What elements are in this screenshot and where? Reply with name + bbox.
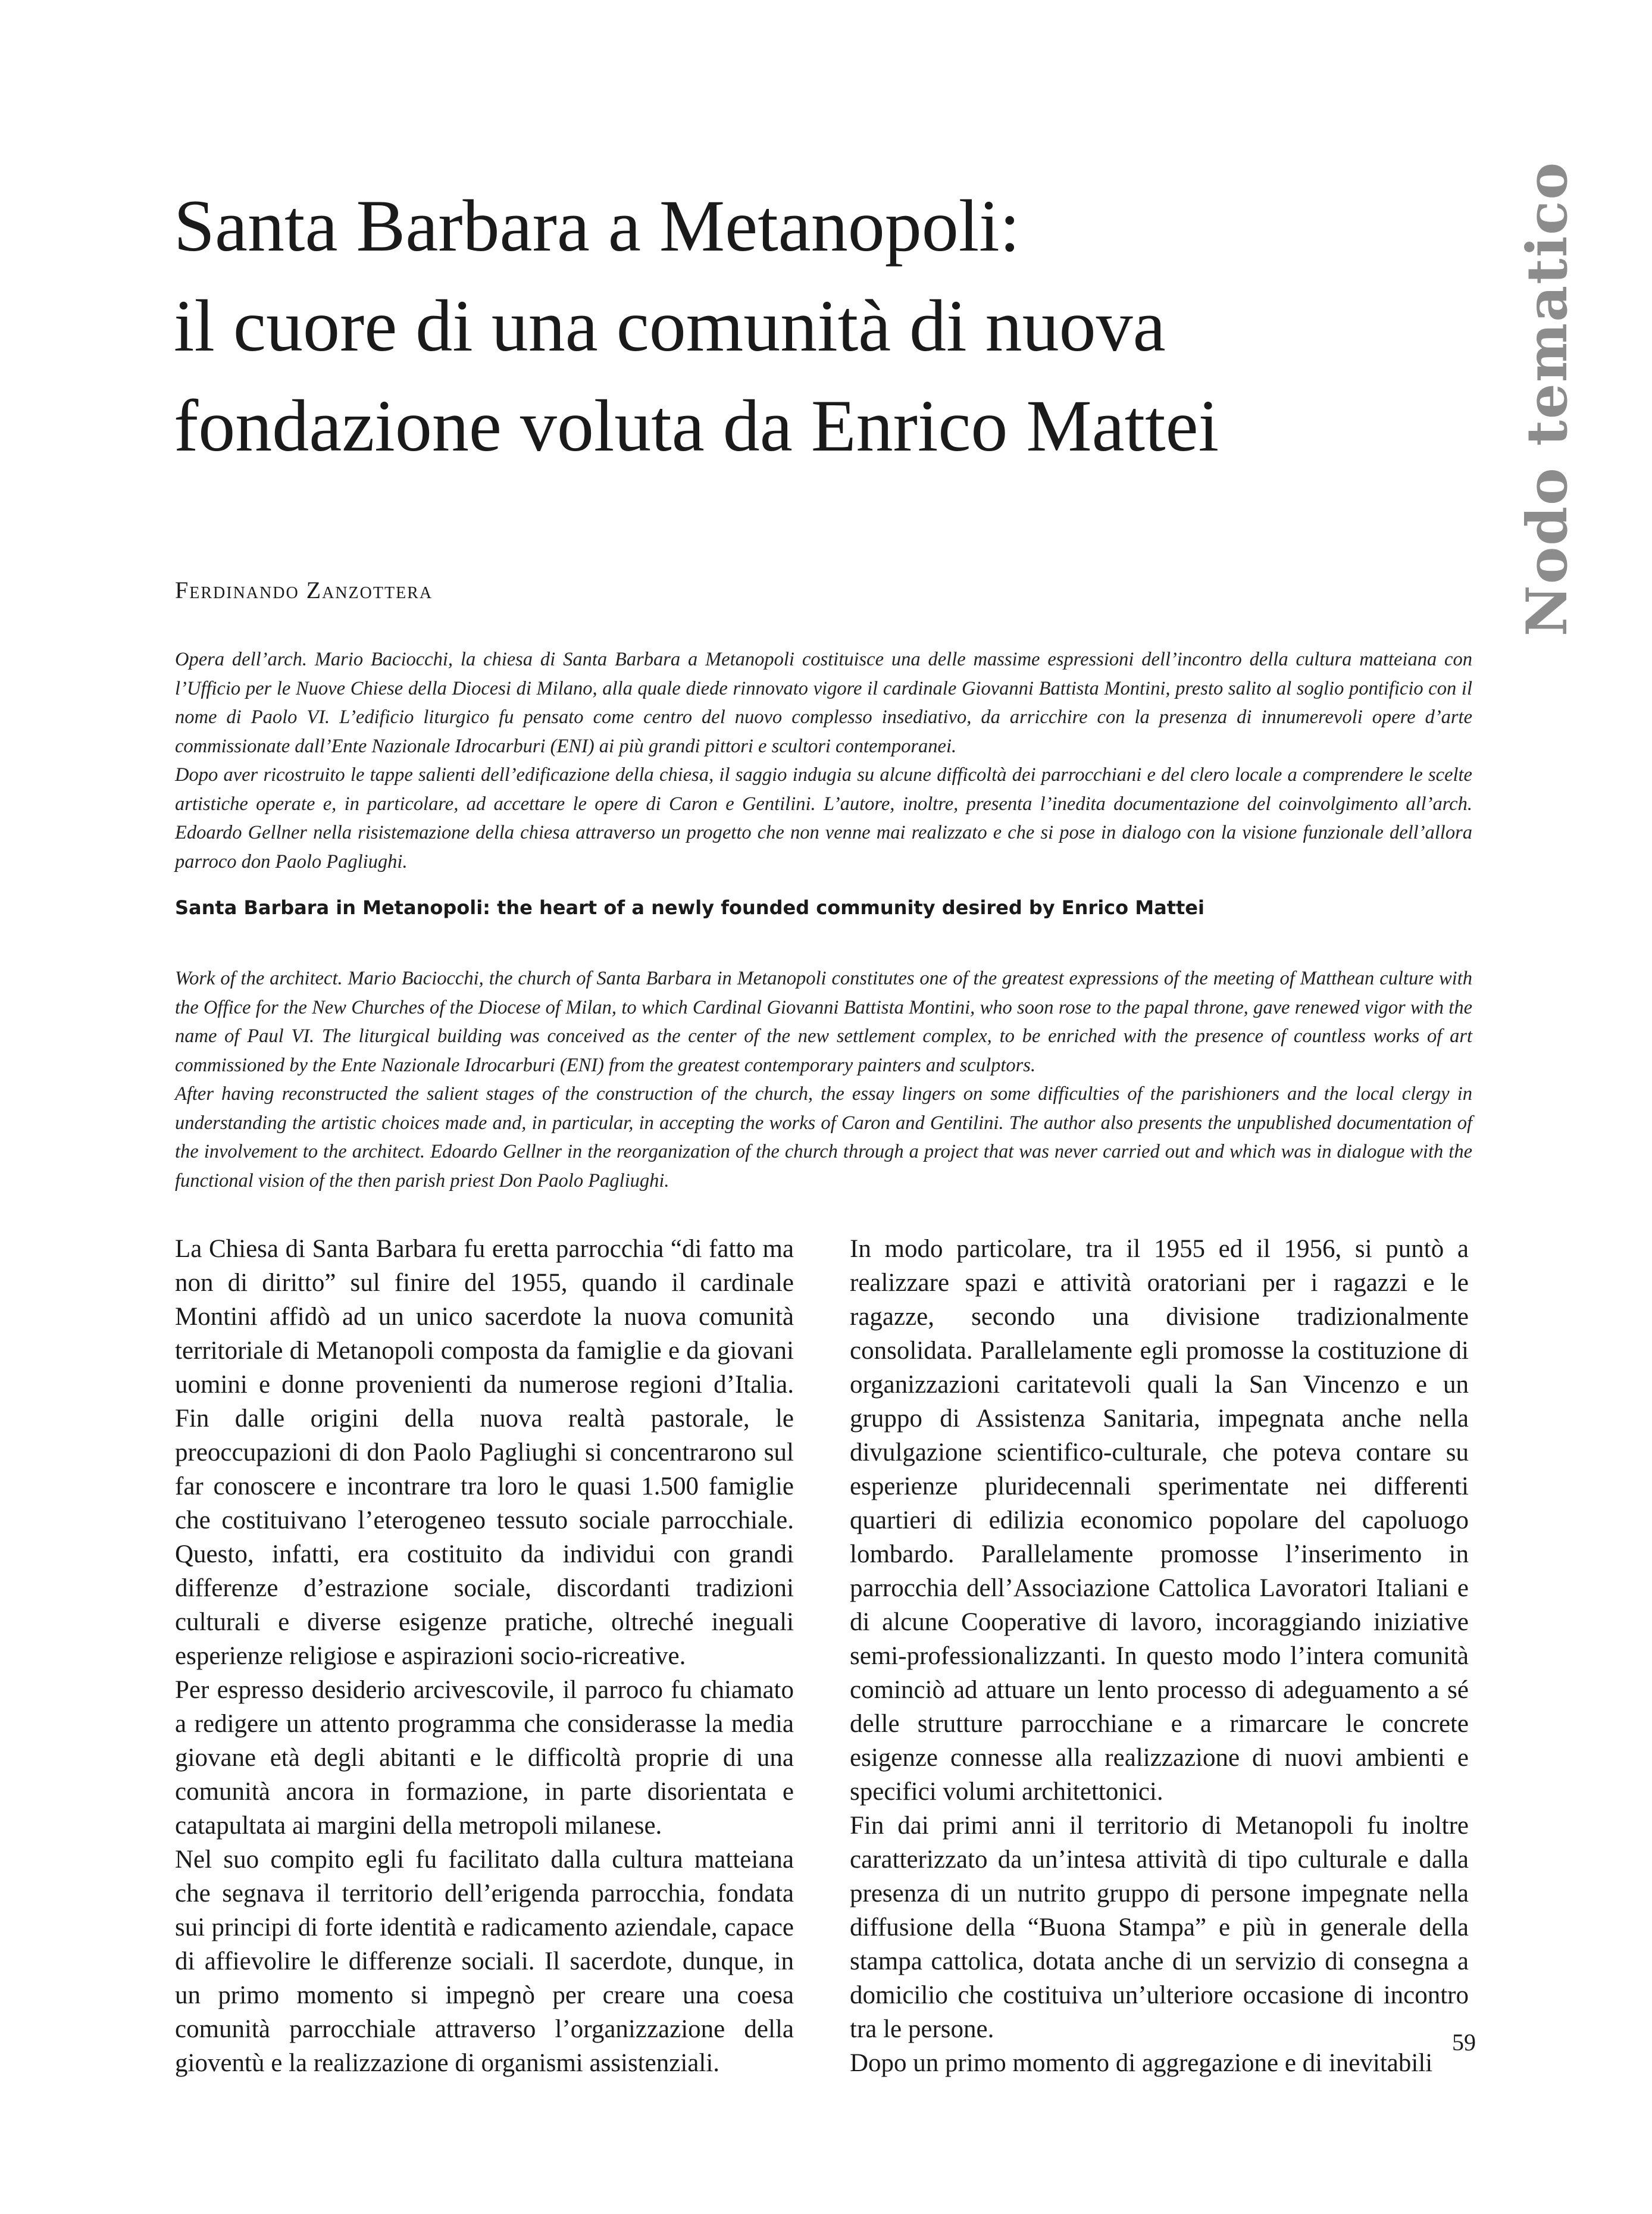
body-paragraph: Dopo un primo momento di aggregazione e di inevitabili bbox=[850, 2049, 1433, 2077]
abstract-paragraph: Dopo aver ricostruito le tappe salienti dell’edificazione della chiesa, il saggio indugia su alcune difficoltà dei parrocchiani e del clero locale a comprendere le scelte artistiche operate e, in particolare, ad accettare le opere di Caron e Gentilini. L’autore, inoltre, presenta l’inedita documentazione del coinvolgimento all’arch. Edoardo Gellner nella risistemazione della chiesa attraverso un progetto che non venne mai realizzato e che si pose in dialogo con la visione funzionale dell’allora parroco don Paolo Pagliughi. bbox=[175, 764, 1472, 873]
abstract-paragraph: Work of the architect. Mario Baciocchi, the church of Santa Barbara in Metanopoli constitutes one of the greatest expressions of the meeting of Matthean culture with the Office for the New Churches of the Diocese of Milan, to which Cardinal Giovanni Battista Montini, who soon rose to the papal throne, gave renewed vigor with the name of Paul VI. The liturgical building was conceived as the center of the new settlement complex, to be enriched with the presence of countless works of art commissioned by the Ente Nazionale Idrocarburi (ENI) from the greatest contemporary painters and sculptors. bbox=[175, 968, 1472, 1076]
section-label bbox=[1500, 161, 1595, 637]
body-column-left bbox=[175, 1232, 794, 2080]
abstract-english bbox=[175, 964, 1472, 1195]
body-paragraph: Per espresso desiderio arcivescovile, il parroco fu chiamato a redigere un attento programma che considerasse la media giovane età degli abitanti e le difficoltà proprie di una comunità ancora in formazione, in parte disorientata e catapultata ai margini della metropoli milanese. bbox=[175, 1676, 794, 1840]
author-name: Ferdinando Zanzottera bbox=[175, 577, 433, 603]
body-paragraph: In modo particolare, tra il 1955 ed il 1956, si puntò a realizzare spazi e attività oratoriani per i ragazzi e le ragazze, secondo una divisione tradizionalmente consolidata. Parallelamente egli promosse la costituzione di organizzazioni caritatevoli quali la San Vincenzo e un gruppo di Assistenza Sanitaria, impegnata anche nella divulgazione scientifico-culturale, che poteva contare su esperienze pluridecennali sperimentate nei differenti quartieri di edilizia economico popolare del capoluogo lombardo. Parallelamente promosse l’inserimento in parrocchia dell’Associazione Cattolica Lavoratori Italiani e di alcune Cooperative di lavoro, incoraggiando iniziative semi-professionalizzanti. In questo modo l’intera comunità cominciò ad attuare un lento processo di adeguamento a sé delle strutture parrocchiane e a rimarcare le concrete esigenze connesse alla realizzazione di nuovi ambienti e specifici volumi architettonici. bbox=[850, 1235, 1469, 1806]
english-title: Santa Barbara in Metanopoli: the heart of a newly founded community desired by Enrico Mattei bbox=[175, 896, 1204, 919]
title-line: il cuore di una comunità di nuova bbox=[174, 285, 1166, 367]
abstract-italian bbox=[175, 645, 1472, 876]
body-paragraph: Fin dai primi anni il territorio di Metanopoli fu inoltre caratterizzato da un’intesa attività di tipo culturale e dalla presenza di un nutrito gruppo di persone impegnate nella diffusione della “Buona Stampa” e più in generale della stampa cattolica, dotata anche di un servizio di consegna a domicilio che costituiva un’ulteriore occasione di incontro tra le persone. bbox=[850, 1812, 1469, 2043]
body-paragraph: La Chiesa di Santa Barbara fu eretta parrocchia “di fatto ma non di diritto” sul finire del 1955, quando il cardinale Montini affidò ad un unico sacerdote la nuova comunità territoriale di Metanopoli composta da famiglie e da giovani uomini e donne provenienti da numerose regioni d’Italia. Fin dalle origini della nuova realtà pastorale, le preoccupazioni di don Paolo Pagliughi si concentrarono sul far conoscere e incontrare tra loro le quasi 1.500 famiglie che costituivano l’eterogeneo tessuto sociale parrocchiale. Questo, infatti, era costituito da individui con grandi differenze d’estrazione sociale, discordanti tradizioni culturali e diverse esigenze pratiche, oltreché ineguali esperienze religiose e aspirazioni socio-ricreative. bbox=[175, 1235, 794, 1670]
abstract-paragraph: After having reconstructed the salient stages of the construction of the church, the essay lingers on some difficulties of the parishioners and the local clergy in understanding the artistic choices made and, in particular, in accepting the works of Caron and Gentilini. The author also presents the unpublished documentation of the involvement to the architect. Edoardo Gellner in the reorganization of the church through a project that was never carried out and which was in dialogue with the functional vision of the then parish priest Don Paolo Pagliughi. bbox=[175, 1083, 1472, 1192]
abstract-paragraph: Opera dell’arch. Mario Baciocchi, la chiesa di Santa Barbara a Metanopoli costituisce una delle massime espressioni dell’incontro della cultura matteiana con l’Ufficio per le Nuove Chiese della Diocesi di Milano, alla quale diede rinnovato vigore il cardinale Giovanni Battista Montini, presto salito al soglio pontificio con il nome di Paolo VI. L’edificio liturgico fu pensato come centro del nuovo complesso insediativo, da arricchire con la presenza di innumerevoli opere d’arte commissionate dall’Ente Nazionale Idrocarburi (ENI) ai più grandi pittori e scultori contemporanei. bbox=[175, 649, 1472, 757]
article-title bbox=[174, 176, 1394, 476]
section-label-text: Nodo tematico bbox=[1515, 161, 1580, 637]
title-line: fondazione voluta da Enrico Mattei bbox=[174, 385, 1219, 467]
body-paragraph: Nel suo compito egli fu facilitato dalla cultura matteiana che segnava il territorio dell’erigenda parrocchia, fondata sui principi di forte identità e radicamento aziendale, capace di affievolire le differenze sociali. Il sacerdote, dunque, in un primo momento si impegnò per creare una coesa comunità parrocchiale attraverso l’organizzazione della gioventù e la realizzazione di organismi assistenziali. bbox=[175, 1846, 794, 2077]
page-number: 59 bbox=[1452, 2029, 1476, 2056]
body-column-right bbox=[850, 1232, 1469, 2080]
title-line: Santa Barbara a Metanopoli: bbox=[174, 185, 1021, 267]
